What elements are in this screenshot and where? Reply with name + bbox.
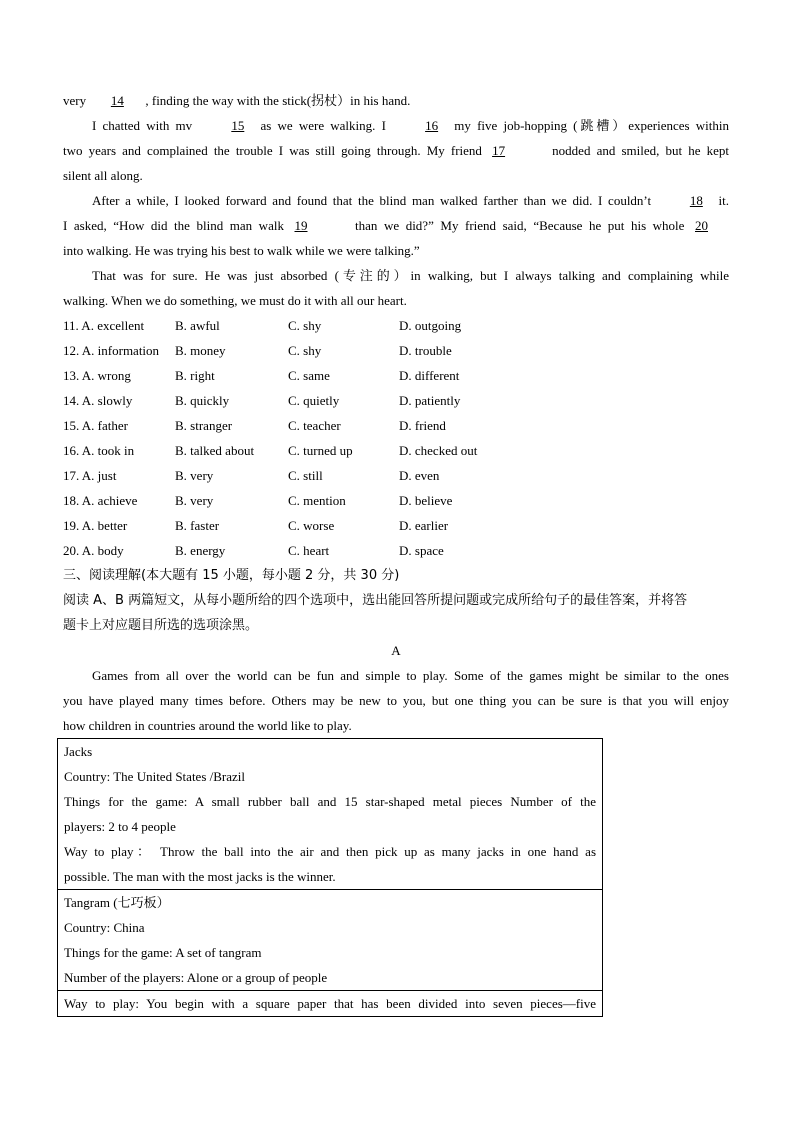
passage-line: silent all along. bbox=[63, 168, 143, 183]
blank-16: 16 bbox=[425, 118, 439, 133]
table-row bbox=[58, 739, 603, 890]
section-instructions: 阅读 A、B 两篇短文，从每小题所给的四个选项中，选出能回答所提问题或完成所给句子的最佳答案，并将答 bbox=[63, 593, 688, 608]
blank-19: 19 bbox=[294, 218, 308, 233]
option-row: 15. A. father B. stranger C. teacher D. friend bbox=[63, 418, 446, 433]
passage-line: That was for sure. He was just absorbed (专注的）in walking, but I always talking and complaining while bbox=[92, 268, 729, 283]
option-row: 19. A. better B. faster C. worse D. earlier bbox=[63, 518, 449, 533]
intro-line: how children in countries around the world like to play. bbox=[63, 718, 352, 733]
intro-line: Games from all over the world can be fun and simple to play. Some of the games might be similar to the ones bbox=[92, 668, 729, 683]
blank-17: 17 bbox=[492, 143, 506, 158]
table-row bbox=[58, 991, 603, 1017]
games-table bbox=[57, 738, 603, 1017]
passage-line: After a while, I looked forward and found that the blind man walked farther than we did. I couldn’t 18 it. bbox=[63, 188, 729, 213]
options-list bbox=[63, 313, 729, 563]
document-page bbox=[63, 88, 729, 1017]
passage-line: I asked, “How did the blind man walk 19 than we did?” My friend said, “Because he put his whole 20 bbox=[63, 213, 729, 238]
option-row: 20. A. body B. energy C. heart D. space bbox=[63, 543, 444, 558]
blank-18: 18 bbox=[689, 193, 703, 208]
tangram-cell: Tangram (七巧板） Country: China Things for the game: A set of tangram Number of the players: Alone or a group of people bbox=[58, 890, 603, 991]
passage-line: two years and complained the trouble I was still going through. My friend 17 nodded and smiled, but he kept bbox=[63, 138, 729, 163]
passage-line: I chatted with mv 15 as we were walking. I 16 my five job-hopping (跳槽）experiences within bbox=[63, 113, 729, 138]
section-heading: 三、阅读理解(本大题有 15 小题，每小题 2 分，共 30 分) bbox=[63, 568, 400, 583]
option-row: 14. A. slowly B. quickly C. quietly D. patiently bbox=[63, 393, 461, 408]
option-row: 18. A. achieve B. very C. mention D. believe bbox=[63, 493, 453, 508]
passage-line: walking. When we do something, we must do it with all our heart. bbox=[63, 293, 407, 308]
way-to-play-cell: Way to play: You begin with a square paper that has been divided into seven pieces—five bbox=[58, 991, 603, 1017]
option-row: 13. A. wrong B. right C. same D. different bbox=[63, 368, 460, 383]
intro-line: you have played many times before. Others may be new to you, but one thing you can be sure is that you will enjoy bbox=[63, 693, 729, 708]
option-row: 16. A. took in B. talked about C. turned up D. checked out bbox=[63, 443, 478, 458]
passage-line: into walking. He was trying his best to walk while we were talking.” bbox=[63, 243, 420, 258]
jacks-cell: Jacks Country: The United States /Brazil Things for the game: A small rubber ball and 15 star-shaped metal pieces Number of the players: 2 to 4 people Way to play： Throw the ball into the air and then pick up as many jacks in one hand as possible. The man with the most jacks is the winner. bbox=[58, 739, 603, 890]
option-row: 17. A. just B. very C. still D. even bbox=[63, 468, 440, 483]
option-row: 12. A. information B. money C. shy D. trouble bbox=[63, 343, 452, 358]
blank-20: 20 bbox=[695, 218, 708, 233]
blank-15: 15 bbox=[231, 118, 245, 133]
blank-14: 14 bbox=[110, 93, 124, 108]
table-row bbox=[58, 890, 603, 991]
passage-letter: A bbox=[391, 643, 401, 658]
passage-line: very 14 , finding the way with the stick(拐杖）in his hand. bbox=[63, 88, 729, 113]
section-instructions: 题卡上对应题目所选的选项涂黑。 bbox=[63, 618, 259, 633]
option-row: 11. A. excellent B. awful C. shy D. outgoing bbox=[63, 318, 462, 333]
